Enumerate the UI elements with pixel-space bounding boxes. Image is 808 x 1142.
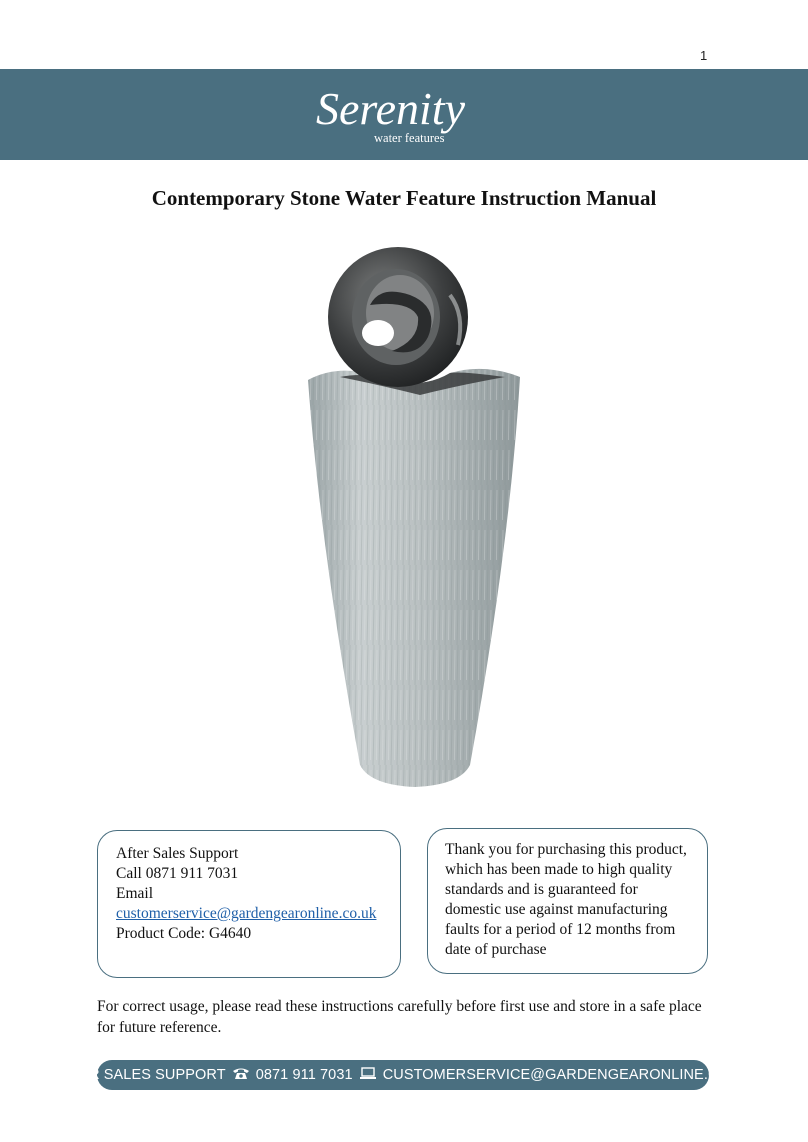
thank-you-box <box>427 828 708 974</box>
support-bar-label: AFTER SALES SUPPORT <box>51 1067 226 1083</box>
support-phone: Call 0871 911 7031 <box>116 865 239 882</box>
support-heading: After Sales Support <box>116 845 239 862</box>
product-code: Product Code: G4640 <box>116 925 252 942</box>
serenity-logo <box>310 74 500 154</box>
support-bar <box>51 1060 755 1090</box>
laptop-icon <box>359 1067 377 1084</box>
after-sales-support-box <box>97 830 401 978</box>
page-number: 1 <box>700 48 708 63</box>
support-bar-phone: 0871 911 7031 <box>255 1067 353 1083</box>
support-bar-email: CUSTOMERSERVICE@GARDENGEARONLINE.CO.UK <box>382 1067 755 1083</box>
water-feature-product-image <box>300 245 530 790</box>
logo-text: Serenity <box>316 83 466 134</box>
usage-note: For correct usage, please read these instructions carefully before first use and store in a safe place for future reference. <box>97 998 702 1036</box>
logo-subtext: water features <box>374 131 445 145</box>
phone-icon <box>232 1067 250 1084</box>
thank-you-text: Thank you for purchasing this product, which has been made to high quality standards and is guaranteed for domestic use against manufacturing faults for a period of 12 months from date of purchase <box>445 841 687 958</box>
support-email-link[interactable]: customerservice@gardengearonline.co.uk <box>116 905 377 922</box>
support-email-label: Email <box>116 885 154 902</box>
page-title: Contemporary Stone Water Feature Instruction Manual <box>151 186 657 210</box>
